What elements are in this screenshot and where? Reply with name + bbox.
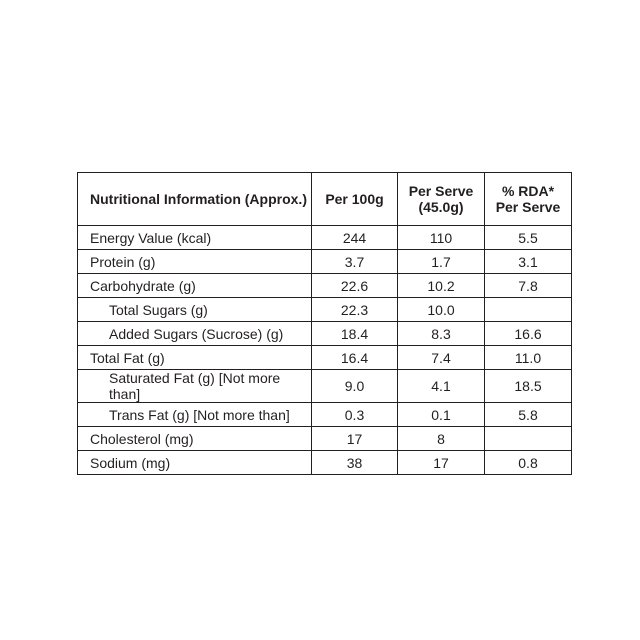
cell-per-100g: 17 <box>312 427 398 451</box>
row-label: Total Fat (g) <box>78 346 312 370</box>
cell-per-serve: 8.3 <box>398 322 485 346</box>
header-per-serve <box>398 173 485 226</box>
table-row <box>78 403 572 427</box>
cell-per-serve: 4.1 <box>398 370 485 403</box>
nutrition-table <box>77 172 572 475</box>
header-row <box>78 173 572 226</box>
header-rda-line-2: Per Serve <box>495 199 561 215</box>
cell-per-serve: 17 <box>398 451 485 475</box>
cell-rda: 7.8 <box>485 274 572 298</box>
cell-rda: 5.5 <box>485 226 572 250</box>
cell-per-100g: 244 <box>312 226 398 250</box>
row-label: Total Sugars (g) <box>78 298 312 322</box>
row-label: Energy Value (kcal) <box>78 226 312 250</box>
cell-per-100g: 38 <box>312 451 398 475</box>
row-label: Carbohydrate (g) <box>78 274 312 298</box>
header-rda-line-1: % RDA* <box>501 183 555 199</box>
table-row <box>78 250 572 274</box>
table-row <box>78 346 572 370</box>
table-row <box>78 451 572 475</box>
cell-rda: 11.0 <box>485 346 572 370</box>
cell-per-serve: 10.0 <box>398 298 485 322</box>
row-label: Sodium (mg) <box>78 451 312 475</box>
row-label: Protein (g) <box>78 250 312 274</box>
cell-per-100g: 22.3 <box>312 298 398 322</box>
cell-rda: 3.1 <box>485 250 572 274</box>
table-row <box>78 322 572 346</box>
cell-rda: 0.8 <box>485 451 572 475</box>
header-per-100g: Per 100g <box>312 173 398 226</box>
cell-per-100g: 18.4 <box>312 322 398 346</box>
cell-per-serve: 10.2 <box>398 274 485 298</box>
header-per-serve-line-1: Per Serve <box>408 183 474 199</box>
table-row <box>78 226 572 250</box>
cell-per-serve: 7.4 <box>398 346 485 370</box>
cell-per-serve: 8 <box>398 427 485 451</box>
cell-rda <box>485 427 572 451</box>
cell-rda: 16.6 <box>485 322 572 346</box>
header-nutrient: Nutritional Information (Approx.) <box>78 173 312 226</box>
row-label: Added Sugars (Sucrose) (g) <box>78 322 312 346</box>
cell-per-100g: 3.7 <box>312 250 398 274</box>
table-row <box>78 298 572 322</box>
cell-per-100g: 0.3 <box>312 403 398 427</box>
table-row <box>78 274 572 298</box>
row-label: Trans Fat (g) [Not more than] <box>78 403 312 427</box>
table-row <box>78 427 572 451</box>
cell-per-100g: 22.6 <box>312 274 398 298</box>
header-rda <box>485 173 572 226</box>
header-per-serve-line-2: (45.0g) <box>418 199 464 215</box>
cell-per-100g: 9.0 <box>312 370 398 403</box>
row-label: Cholesterol (mg) <box>78 427 312 451</box>
cell-rda <box>485 298 572 322</box>
cell-per-100g: 16.4 <box>312 346 398 370</box>
cell-per-serve: 110 <box>398 226 485 250</box>
cell-per-serve: 0.1 <box>398 403 485 427</box>
cell-rda: 18.5 <box>485 370 572 403</box>
cell-rda: 5.8 <box>485 403 572 427</box>
table-row <box>78 370 572 403</box>
row-label: Saturated Fat (g) [Not more than] <box>78 370 312 403</box>
cell-per-serve: 1.7 <box>398 250 485 274</box>
